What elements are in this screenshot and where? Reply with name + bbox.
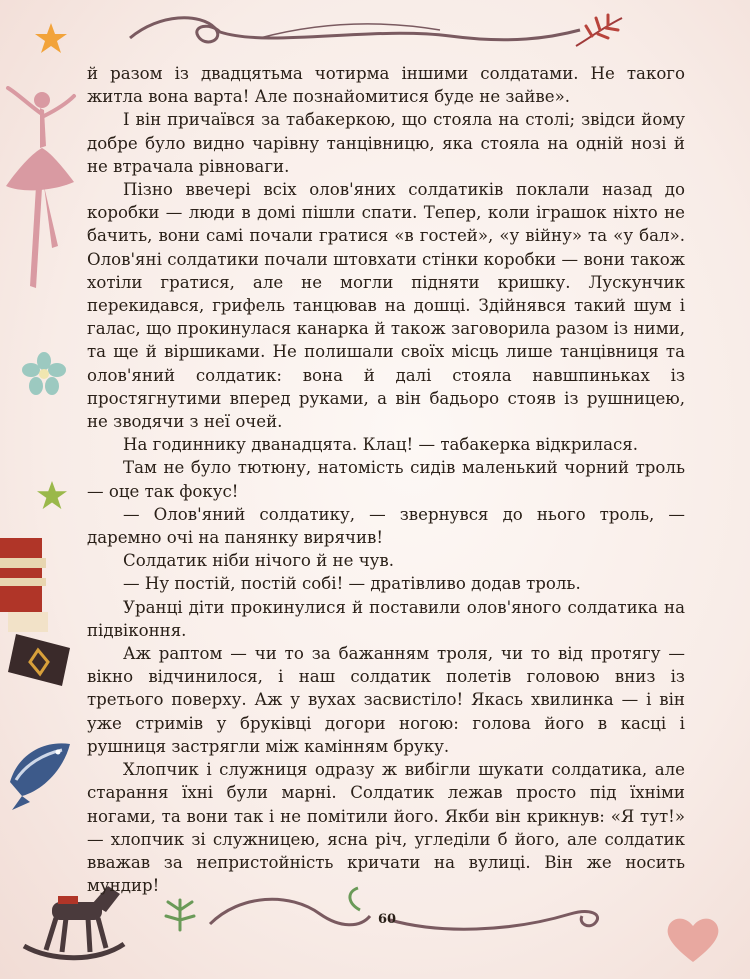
top-leaf-sprig-icon [572, 12, 628, 52]
paragraph: Аж раптом — чи то за бажанням троля, чи то від протягу — вікно відчинилося, і наш солдатик полетів головою вниз із третього поверху. Аж у вухах засвистіло! Якась хвилинка — і він уже стримів у бруківці догори ногою: голова його в касці і рушниця застрягли між камінням бруку. [87, 644, 685, 756]
nutcracker-toy [0, 538, 76, 690]
paragraph: Солдатик ніби нічого й не чув. [123, 551, 395, 571]
story-text [87, 62, 685, 897]
heart-icon [666, 914, 720, 964]
leaf-sprig-icon [160, 896, 200, 932]
page-number: 60 [377, 912, 397, 927]
ballerina-silhouette [0, 86, 78, 298]
paragraph: Пізно ввечері всіх олов'яних солдатиків поклали назад до коробки — люди в домі пішли спати. Тепер, коли іграшок ніхто не бачить, вони самі почали гратися «в гостей», «у війну» та «у бал». Олов'яні солдатики почали штовхати стінки коробки — вони також хотіли гратися, але не могли підняти кришку. Лускунчик перекидався, грифель танцював на дошці. Здійнявся такий шум і галас, що прокинулася канарка й також заговорила разом із ними, та ще й віршиками. Не полишали своїх місць лише танцівниця та олов'яний солдатик: вона й далі стояла навшпиньках із простягнутими вперед руками, а він бадьоро стояв із рушницею, не зводячи з неї очей. [87, 180, 685, 432]
paragraph: Хлопчик і служниця одразу ж вибігли шукати солдатика, але старання їхні були марні. Солдатик лежав просто під їхніми ногами, та вони так і не помітили його. Якби він крикнув: «Я тут!» — хлопчик зі служницею, ясна річ, угледіли б його, але солдатик вважав за непристойність кричати на вулиці. Він же носить мундир! [87, 760, 685, 896]
top-swirl-ornament [120, 8, 640, 56]
paragraph: — Ну постій, постій собі! — дратівливо додав троль. [123, 574, 581, 594]
flower-icon [22, 352, 66, 396]
paragraph: — Олов'яний солдатику, — звернувся до нього троль, — даремно очі на панянку вирячив! [87, 504, 685, 548]
paragraph: І він причаївся за табакеркою, що стояла на столі; звідси йому добре було видно чарівну танцівницю, яка стояла на одній нозі й не втрачала рівноваги. [87, 110, 685, 176]
paragraph: Там не було тютюну, натомість сидів маленький чорний троль — оце так фокус! [87, 458, 685, 501]
paragraph-continuation: й разом із двадцятьма чотирма іншими солдатами. Не такого житла вона варта! Але познайомитися буде не зайве». [87, 64, 685, 107]
star-icon [34, 22, 68, 54]
paragraph: Уранці діти прокинулися й поставили олов'яного солдатика на підвіконня. [87, 597, 685, 640]
star-icon [36, 480, 68, 510]
paragraph: На годиннику дванадцята. Клац! — табакерка відкрилася. [123, 435, 639, 455]
fish-icon [4, 732, 76, 812]
